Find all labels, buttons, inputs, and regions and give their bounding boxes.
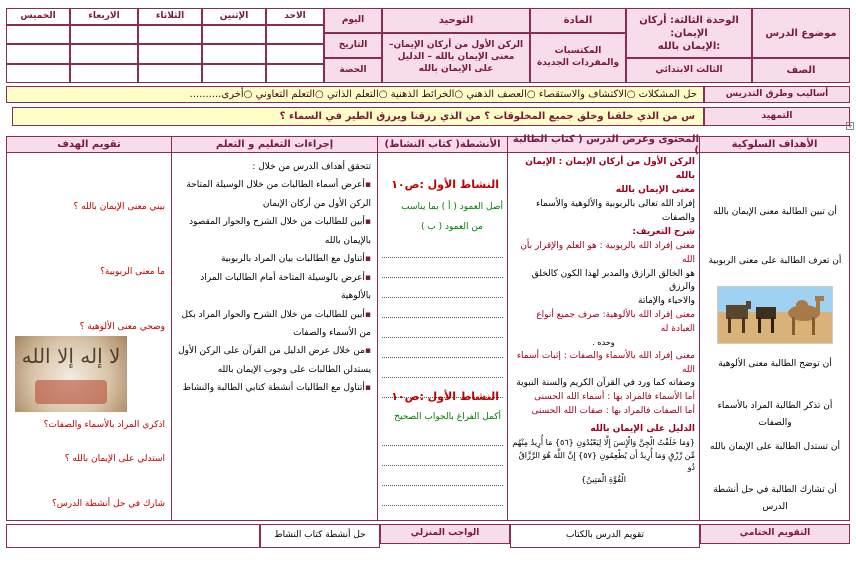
procedure-line bbox=[178, 250, 371, 268]
lesson-table bbox=[6, 133, 850, 521]
answer-line[interactable] bbox=[382, 258, 503, 278]
evaluation-item: شارك في حل أنشطة الدرس؟ bbox=[52, 499, 165, 509]
objective-item: أن تذكر الطالبة المراد بالأسماء والصفات bbox=[717, 401, 833, 429]
evaluation-body bbox=[7, 154, 171, 520]
day-cell[interactable] bbox=[6, 44, 70, 64]
answer-line[interactable] bbox=[382, 426, 503, 446]
bullet-icon: ▪ bbox=[364, 309, 371, 320]
unit-label: الوحدة الثالثة: أركان الإيمان: bbox=[639, 14, 739, 39]
day-cell[interactable] bbox=[138, 25, 202, 44]
day-tue: الثلاثاء bbox=[138, 8, 202, 25]
day-cell[interactable] bbox=[202, 44, 266, 64]
activities-column bbox=[377, 137, 507, 520]
content-header: المحتوى وعرض الدرس ( كتاب الطالبة ) bbox=[508, 137, 699, 153]
evaluation-column bbox=[7, 137, 171, 520]
methods-text: حل المشكلات ○الاكتشاف والاستقصاء ○العصف الذهني ○الخرائط الذهنية ○التعلم الذاتي ○التعلم التعاوني ○أخرى.......... bbox=[6, 86, 704, 103]
homework-value: حل أنشطة كتاب النشاط bbox=[260, 524, 380, 548]
evaluation-item: ما معنى الربوبية؟ bbox=[100, 267, 165, 277]
procedure-line bbox=[178, 176, 371, 194]
content-line: أما الأسماء فالمراد بها : أسماء الله الحسنى bbox=[534, 392, 695, 403]
verse-line: {وَمَا خَلَقْتُ الْجِنَّ وَالْإِنسَ إِلَّا لِيَعْبُدُونِ {٥٦} مَا أُرِيدُ مِنْهُم bbox=[512, 438, 695, 448]
procedure-text: أبين للطالبات من خلال الشرح والحوار المراد بكل من الأسماء والصفات bbox=[181, 309, 371, 338]
camel-picture bbox=[717, 286, 833, 344]
verse-line: الْقُوَّةِ الْمَتِينُ} bbox=[581, 475, 626, 485]
intro-label: التمهيد bbox=[704, 107, 850, 126]
answer-line[interactable] bbox=[382, 358, 503, 378]
objective-item: أن تشارك الطالبة في حل أنشطة الدرس bbox=[713, 485, 837, 513]
calligraphy-text: لا إله إلا الله bbox=[21, 344, 121, 368]
new-terms-label: المكتسبات والمفردات الجديدة bbox=[530, 33, 626, 83]
answer-line[interactable] bbox=[382, 318, 503, 338]
day-label: اليوم bbox=[324, 8, 382, 33]
period-label: الحصة bbox=[324, 58, 382, 83]
final-eval-label: التقويم الختامي bbox=[700, 524, 850, 544]
day-cell[interactable] bbox=[202, 25, 266, 44]
procedure-line: تتحقق أهداف الدرس من خلال : bbox=[252, 162, 371, 172]
bullet-icon: ▪ bbox=[364, 180, 371, 191]
header-table bbox=[6, 8, 850, 83]
verse-line: مِّن رِّزْقٍ وَمَا أُرِيدُ أَن يُطْعِمُونِ {٥٧} إِنَّ اللَّهَ هُوَ الرَّزَّاقُ ذُو bbox=[518, 450, 695, 472]
class-label: الصف bbox=[752, 58, 850, 83]
objective-item: أن توضح الطالبة معنى الألوهية bbox=[718, 359, 832, 369]
calligraphy-picture bbox=[15, 336, 127, 412]
content-line: الدليل على الإيمان بالله bbox=[590, 424, 695, 435]
content-line: أما الصفات فالمراد بها : صفات الله الحسنى bbox=[531, 406, 695, 417]
content-line: شرح التعريف: bbox=[632, 226, 695, 237]
evaluation-item: وضحي معنى الألوهية ؟ bbox=[79, 322, 165, 332]
homework-label: الواجب المنزلي bbox=[380, 524, 510, 544]
date-label: التاريخ bbox=[324, 33, 382, 58]
day-cell[interactable] bbox=[70, 25, 138, 44]
day-cell[interactable] bbox=[70, 44, 138, 64]
answer-line[interactable] bbox=[382, 446, 503, 466]
activities-body bbox=[378, 154, 507, 520]
day-cell[interactable] bbox=[266, 64, 324, 83]
answer-line[interactable] bbox=[382, 278, 503, 298]
bullet-icon: ▪ bbox=[364, 346, 371, 357]
content-body bbox=[508, 154, 699, 520]
camel-icon bbox=[716, 287, 832, 345]
evaluation-item: استدلي على الإيمان بالله ؟ bbox=[64, 454, 165, 464]
procedure-text: من خلال عرض الدليل من القرآن على الركن الأول يستدلن الطالبات على وجوب الإيمان بالله bbox=[178, 346, 371, 375]
day-wed: الاربعاء bbox=[70, 8, 138, 25]
activity-1-answer-lines bbox=[378, 238, 507, 398]
procedure-line bbox=[178, 269, 371, 306]
answer-line[interactable] bbox=[382, 486, 503, 506]
procedures-column bbox=[171, 137, 377, 520]
day-cell[interactable] bbox=[266, 25, 324, 44]
bullet-icon: ▪ bbox=[364, 272, 371, 283]
activity-1-title: النشاط الأول :ص١٠ bbox=[391, 178, 499, 191]
intro-text: س من الذي خلقنا وخلق جميع المخلوقات ؟ من الذي رزقنا ويرزق الطير في السماء ؟ bbox=[12, 107, 704, 126]
answer-line[interactable] bbox=[382, 338, 503, 358]
procedure-line bbox=[178, 342, 371, 379]
answer-line[interactable] bbox=[382, 298, 503, 318]
unit-sub: :الإيمان بالله bbox=[657, 40, 721, 52]
objectives-header: الأهداف السلوكية bbox=[700, 137, 849, 153]
content-line: إفراد الله تعالى بالربوبية والألوهية والأسماء والصفات bbox=[536, 198, 695, 223]
content-line: معنى إفراد الله بالربوبية : هو العلم والإقرار بأن الله bbox=[520, 240, 695, 265]
activity-1-line: من العمود ( ب ) bbox=[420, 222, 483, 232]
procedure-text: أعرض أسماء الطالبات من خلال الوسيلة المتاحة bbox=[186, 180, 365, 191]
procedure-text: أعرض بالوسيلة المتاحة أمام الطالبات المراد بالألوهية bbox=[200, 272, 371, 302]
evaluation-item: بيني معنى الإيمان بالله ؟ bbox=[73, 202, 165, 212]
day-mon: الإثنين bbox=[202, 8, 266, 25]
day-cell[interactable] bbox=[6, 64, 70, 83]
subject-label: المادة bbox=[530, 8, 626, 33]
lesson-topic-label: موضوع الدرس bbox=[752, 8, 850, 58]
day-cell[interactable] bbox=[138, 64, 202, 83]
footer-empty bbox=[6, 524, 260, 548]
content-line: هو الخالق الرازق والمدبر لهذا الكون كالخلق والرزق bbox=[531, 268, 695, 293]
scroll-marker-icon: + bbox=[847, 122, 853, 130]
content-line: والاحياء والإماتة bbox=[638, 296, 695, 307]
procedures-body bbox=[172, 154, 377, 520]
answer-line[interactable] bbox=[382, 466, 503, 486]
subject-value: التوحيد bbox=[382, 8, 530, 33]
day-cell[interactable] bbox=[266, 44, 324, 64]
activity-2-title: النشاط الأول :ص١٠ bbox=[391, 390, 499, 403]
activity-2-line: أكمل الفراغ بالجواب الصحيح bbox=[394, 412, 501, 422]
calligraphy-ornament bbox=[35, 380, 107, 404]
procedure-line: الركن الأول من أركان الإيمان bbox=[262, 198, 371, 209]
answer-line[interactable] bbox=[382, 506, 503, 526]
procedure-text: أبين للطالبات من خلال الشرح والحوار المقصود بالإيمان بالله bbox=[189, 217, 371, 246]
final-eval-value: تقويم الدرس بالكتاب bbox=[510, 524, 700, 548]
objectives-body bbox=[700, 154, 849, 520]
procedure-line bbox=[178, 379, 371, 397]
evaluation-item: اذكري المراد بالأسماء والصفات؟ bbox=[43, 420, 165, 430]
evaluation-header: تقويم الهدف bbox=[7, 137, 171, 153]
content-line: الركن الأول من أركان الإيمان : الإيمان بالله bbox=[525, 157, 695, 181]
methods-label: أساليب وطرق التدريس bbox=[704, 86, 850, 103]
content-line: وصفاته كما ورد في القرآن الكريم والسنة النبوية bbox=[516, 378, 695, 389]
day-cell[interactable] bbox=[6, 25, 70, 44]
activities-header: الأنشطة( كتاب النشاط) bbox=[378, 137, 507, 153]
bullet-icon: ▪ bbox=[364, 254, 371, 265]
content-line: معنى إفراد الله بالأسماء والصفات : إثبات أسماء الله bbox=[516, 350, 695, 375]
class-value: الثالث الابتدائي bbox=[626, 58, 752, 83]
objective-item: أن تعرف الطالبة على معنى الربوبية bbox=[708, 256, 842, 266]
activity-1-line: أصل العمود ( أ ) بما يناسب bbox=[401, 202, 503, 212]
content-line: معنى الإيمان بالله bbox=[615, 184, 695, 195]
objective-item: أن تستدل الطالبة على الإيمان بالله bbox=[710, 442, 840, 452]
activity-2-answer-lines bbox=[378, 426, 507, 526]
day-thu: الخميس bbox=[6, 8, 70, 25]
content-column bbox=[507, 133, 699, 520]
procedure-text: أتناول مع الطالبات بيان المراد بالربوبية bbox=[220, 254, 365, 265]
bullet-icon: ▪ bbox=[364, 217, 371, 228]
content-line: وحده . bbox=[592, 338, 615, 348]
lesson-title: الركن الأول من أركان الإيمان– معنى الإيمان بالله – الدليل على الإيمان بالله bbox=[382, 33, 530, 83]
procedures-header: إجراءات التعليم و التعلم bbox=[172, 137, 377, 153]
objective-item: أن تبين الطالبة معنى الإيمان بالله bbox=[713, 207, 837, 217]
content-line: معنى إفراد الله بالألوهية: صرف جميع أنواع العبادة له bbox=[536, 310, 695, 335]
day-cell[interactable] bbox=[138, 44, 202, 64]
procedure-line bbox=[178, 306, 371, 343]
unit-cell bbox=[626, 8, 752, 58]
day-cell[interactable] bbox=[70, 64, 138, 83]
procedure-text: أتناول مع الطالبات أنشطة كتابي الطالبة والنشاط bbox=[182, 383, 365, 394]
day-sun: الاحد bbox=[266, 8, 324, 25]
day-cell[interactable] bbox=[202, 64, 266, 83]
procedure-line bbox=[178, 213, 371, 250]
answer-line[interactable] bbox=[382, 238, 503, 258]
objectives-column bbox=[699, 137, 849, 520]
bullet-icon: ▪ bbox=[364, 383, 371, 394]
